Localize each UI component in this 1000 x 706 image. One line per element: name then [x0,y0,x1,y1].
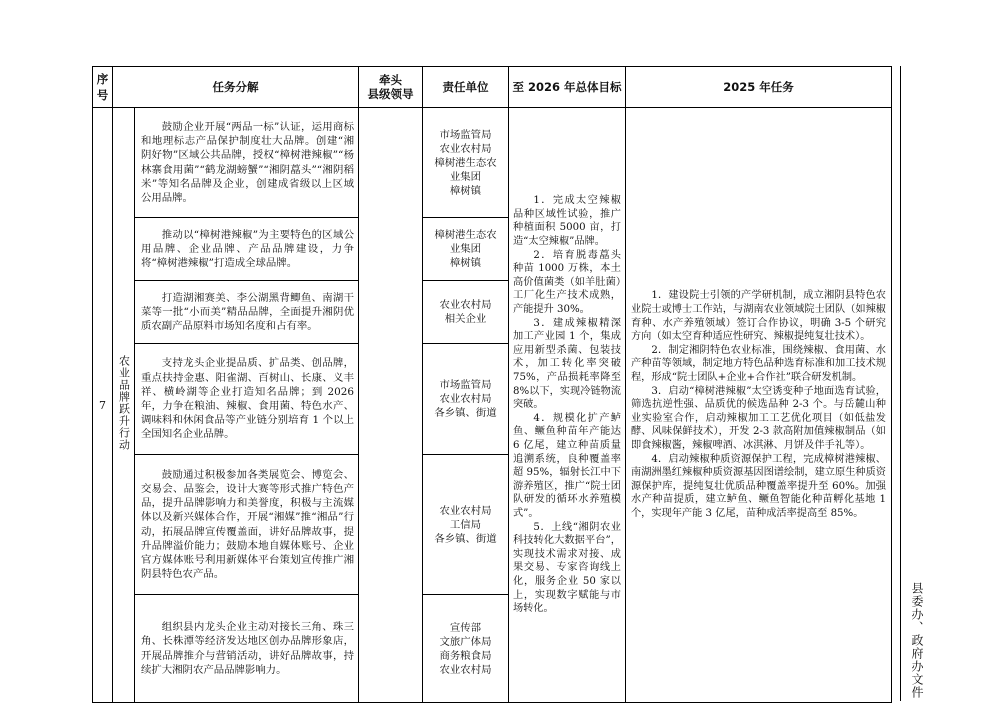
subtask-cell [135,344,359,455]
goal-item: 4．规模化扩产鲈鱼、鳜鱼种苗年产能达 6 亿尾，建立种苗质量追溯系统，良种覆盖率超 95%，辐射长江中下游养殖区，推广“院士团队研发的循环水养殖模式”。 [513,412,621,519]
task-2025-item: 2．制定湘阴特色农业标准，围绕辣椒、食用菌、水产种苗等领域，制定地方特色品种选育标准和加工技术规程，形成“院士团队+企业+合作社”联合研发机制。 [631,344,886,384]
goal-item: 2．培育脱毒藠头种苗 1000 万株，本土高价值菌类（如羊肚菌）工厂化生产技术成熟，产能提升 30%。 [513,249,621,316]
header-row [93,67,892,108]
unit-line: 业集团 [449,170,482,183]
unit-line: 农业农村局 [439,142,492,155]
subtask-text: 打造湖湘赛美、李公湖黑背鲫鱼、南湖干菜等一批“小而美”精品品牌，全面提升湘阴优质农副产品原料市场知名度和占有率。 [141,291,354,333]
subtask-cell [135,108,359,218]
unit-cell [423,108,509,218]
subtask-text: 组织县内龙头企业主动对接长三角、珠三角、长株潭等经济发达地区创办品牌形象店，开展品牌推介与营销活动，讲好品牌故事，持续扩大湘阴农产品品牌影响力。 [141,621,354,676]
header-responsible-unit: 责任单位 [423,67,509,108]
unit-line: 各乡镇、街道 [434,407,497,419]
lead-leader-cell [359,108,423,703]
header-seq: 序号 [93,67,113,108]
header-task-2025: 2025 年任务 [626,67,892,108]
goal-item: 1．完成太空辣椒品种区域性试验，推广种植面积 5000 亩，打造“太空辣椒”品牌。 [513,195,621,248]
row-category [113,108,135,703]
unit-line: 市场监管局 [439,128,492,141]
unit-line: 工信局 [449,518,482,531]
header-lead-leader [359,67,423,108]
side-margin [900,66,925,701]
unit-line: 农业农村局 [439,393,492,405]
unit-line: 业集团 [449,243,482,255]
subtask-cell [135,281,359,344]
subtask-cell [135,595,359,703]
subtask-cell [135,455,359,595]
task-2025-item: 1．建设院士引领的产学研机制，成立湘阴县特色农业院士或博士工作站，与湖南农业领域院士团队（如辣椒育种、水产养殖领域）签订合作协议，明确 3-5 个研究方向（如太空育种适应性研究、辣椒提纯复壮技术）。 [631,290,886,343]
unit-line: 商务粮食局 [439,649,492,662]
unit-line: 文旅广体局 [439,635,492,648]
unit-line: 樟树镇 [449,184,482,197]
subtask-text: 鼓励通过积极参加各类展览会、博览会、交易会、品鉴会，设计大赛等形式推广特色产品，提升品牌影响力和美誉度，积极与主流媒体以及新兴媒体合作，开展“湘媒”推“湘品”行动，拓展品牌宣传覆盖面，讲好品牌故事，提升品牌溢价能力；鼓励本地自媒体账号、企业官方媒体账号利用新媒体平台策划宣传推广湘阴县特色农产品。 [141,468,354,581]
unit-cell [423,595,509,703]
unit-cell [423,281,509,344]
task-table [92,66,892,703]
header-lead-line1: 牵头 [379,73,402,87]
unit-line: 樟树港生态农 [434,156,497,169]
unit-line: 市场监管局 [439,379,492,391]
table-row [93,108,892,218]
task-2025-item: 4．启动辣椒种质资源保护工程，完成樟树港辣椒、南湖洲墨红辣椒种质资源基因图谱绘制，建立原生种质资源保护库，提纯复壮优质品种覆盖率提升至 60%。加强水产种苗提质，建立鲈鱼、鳜鱼智能化种苗孵化基地 1 个，实现年产能 3 亿尾，苗种成活率提高至 85%。 [631,453,886,519]
unit-line: 各乡镇、街道 [434,532,497,545]
unit-line: 农业农村局 [439,663,492,676]
header-goal-2026: 至 2026 年总体目标 [509,67,626,108]
unit-line: 樟树港生态农 [434,229,497,241]
subtask-cell [135,218,359,281]
unit-cell [423,455,509,595]
unit-line: 相关企业 [444,313,487,325]
unit-line: 农业农村局 [439,299,492,311]
category-label: 农业品牌跃升行动 [117,355,131,451]
unit-line: 农业农村局 [439,504,492,517]
side-label: 县委办、政府办文件 [910,582,924,699]
goal-2026-cell [509,108,626,703]
goal-item: 3．建成辣椒精深加工产业园 1 个，集成应用新型杀菌、包装技术，加工转化率突破 75%，产品损耗率降至 8%以下，实现冷链物流突破。 [513,317,621,411]
unit-line: 樟树镇 [449,257,482,269]
unit-line: 宣传部 [449,621,482,634]
subtask-text: 支持龙头企业提品质、扩品类、创品牌，重点扶持金惠、阳雀湖、百树山、长康、义丰祥、横岭湖等企业打造知名品牌；到 2026 年，力争在粮油、辣椒、食用菌、特色水产、调味料和休闲食品等产业链分别培育 1 个以上全国知名企业品牌。 [141,357,354,441]
header-lead-line2: 县级领导 [367,87,414,101]
subtask-text: 鼓励企业开展“两品一标”认证，运用商标和地理标志产品保护制度壮大品牌。创建“湘阴好物”区域公共品牌，授权“樟树港辣椒”“杨林寨食用菌”“鹤龙湖螃蟹”“湘阴藠头”“湘阴稻米”等知名品牌及企业，创建成省级以上区域公用品牌。 [141,120,354,204]
goal-item: 5．上线“湘阴农业科技转化大数据平台”，实现技术需求对接、成果交易、专家咨询线上化，服务企业 50 家以上，实现数字赋能与市场转化。 [513,521,621,615]
unit-cell [423,344,509,455]
subtask-text: 推动以“樟树港辣椒”为主要特色的区域公用品牌、企业品牌、产品品牌建设，力争将“樟树港辣椒”打造成全球品牌。 [141,228,354,270]
task-2025-item: 3．启动“樟树港辣椒”太空诱变种子地面选育试验，筛选抗逆性强、品质优的候选品种 2-3 个。与岳麓山种业实验室合作，启动辣椒加工工艺优化项目（如低盐发酵、风味保鲜技术），开发 2-3 款高附加值辣椒制品（如即食辣椒酱，辣椒啤酒、冰淇淋、月饼及伴手礼等）。 [631,385,886,451]
row-seq: 7 [93,108,113,703]
task-2025-cell [626,108,892,703]
header-task-breakdown: 任务分解 [113,67,359,108]
unit-cell [423,218,509,281]
